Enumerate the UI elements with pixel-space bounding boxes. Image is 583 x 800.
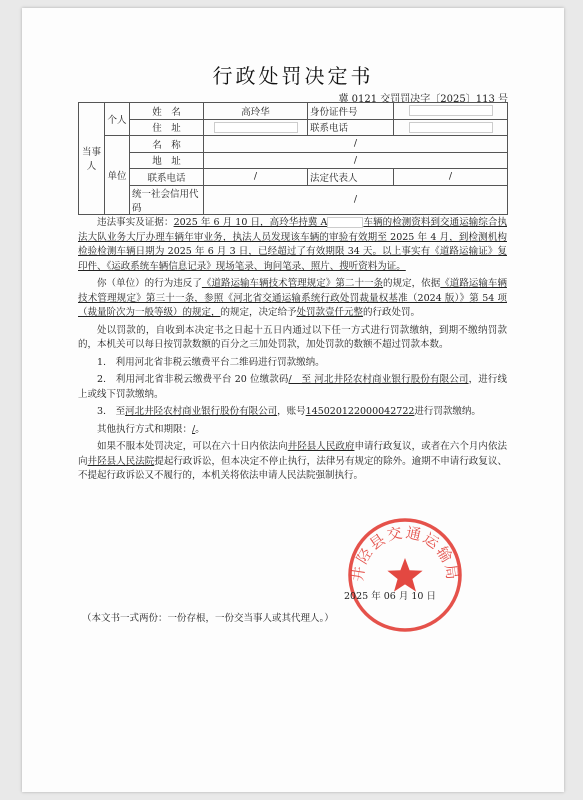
payment-instructions-paragraph: 处以罚款的，自收到本决定书之日起十五日内通过以下任一方式进行罚款缴纳，到期不缴纳罚款的，本机关可以每日按罚款数额的百分之三加处罚款，加处罚款的数额不超过罚款本数。 xyxy=(78,324,507,350)
credit-code-label: 统一社会信用代码 xyxy=(130,185,204,214)
violation-facts-paragraph: 违法事实及证据：2025 年 6 月 10 日，高玲华持冀 A 车辆的检测资料到交通运输综合执法大队业务大厅办理车辆年审业务，执法人员发现该车辆的审验有效期至 2025 年 4 月，到检测机构检验检测车辆日期为 2025 年 6 月 3 日，已经超过了有效期限 34 天。以上事实有《道路运输证》复印件、《运政系统车辆信息记录》现场笔录、询问笔录、照片、搜听资料为证。 xyxy=(78,217,507,272)
party-label: 当事人 xyxy=(79,103,105,215)
seal-star-icon xyxy=(387,558,422,592)
unit-address-label: 地 址 xyxy=(130,152,204,169)
redaction-box xyxy=(409,105,493,116)
legal-rep-value: / xyxy=(394,169,508,186)
unit-name-label: 名 称 xyxy=(130,136,204,153)
id-label: 身份证件号 xyxy=(308,103,394,120)
document-title: 行政处罚决定书 xyxy=(212,64,374,88)
address-value xyxy=(204,119,308,136)
legal-basis-paragraph: 你（单位）的行为违反了《道路运输车辆技术管理规定》第二十一条的规定，依据《道路运输车辆技术管理规定》第三十一条，参照《河北省交通运输系统行政处罚裁量权基准（2024 版）》第 54 项（裁量阶次为一般等级）的规定，的规定，决定给予处罚款壹仟元整的行政处罚。 xyxy=(78,278,507,318)
unit-label: 单位 xyxy=(105,136,130,215)
payment-method-1: 1. 利用河北省非税云缴费平台二维码进行罚款缴纳。 xyxy=(97,356,325,368)
party-info-table xyxy=(78,102,508,215)
unit-phone-value: / xyxy=(204,169,308,186)
official-seal xyxy=(344,514,466,636)
document-page xyxy=(22,8,564,792)
redaction-box xyxy=(327,217,363,228)
document-number: 冀 0121 交罚罚决字〔2025〕113 号 xyxy=(338,94,508,105)
redaction-box xyxy=(214,122,298,133)
individual-label: 个人 xyxy=(105,103,130,136)
name-label: 姓 名 xyxy=(130,103,204,120)
phone-value xyxy=(394,119,508,136)
phone-label: 联系电话 xyxy=(308,119,394,136)
issue-date: 2025 年 06 月 10 日 xyxy=(344,591,436,602)
legal-rep-label: 法定代表人 xyxy=(308,169,394,186)
other-execution-paragraph: 其他执行方式和期限：/。 xyxy=(97,423,205,435)
name-value: 高玲华 xyxy=(204,103,308,120)
payment-method-2: 2. 利用河北省非税云缴费平台 20 位缴款码/ 至 河北井陉农村商业银行股份有限公司，进行线上或线下罚款缴纳。 xyxy=(78,374,507,400)
address-label: 住 址 xyxy=(130,119,204,136)
unit-address-value: / xyxy=(204,152,508,169)
payment-method-3: 3. 至河北井陉农村商业银行股份有限公司，账号145020122000042722进行罚款缴纳。 xyxy=(97,406,481,417)
decision-body xyxy=(78,216,507,484)
unit-phone-label: 联系电话 xyxy=(130,169,204,186)
unit-name-value: / xyxy=(204,136,508,153)
appeal-rights-paragraph: 如果不服本处罚决定，可以在六十日内依法向井陉县人民政府申请行政复议，或者在六个月内依法向井陉县人民法院提起行政诉讼，但本决定不停止执行，法律另有规定的除外。逾期不申请行政复议、不提起行政诉讼又不履行的，本机关将依法申请人民法院强制执行。 xyxy=(78,441,507,481)
id-value xyxy=(394,103,508,120)
footnote: （本文书一式两份：一份存根，一份交当事人或其代理人。） xyxy=(82,613,334,624)
credit-code-value: / xyxy=(204,185,508,214)
redaction-box xyxy=(409,122,493,133)
svg-text:井陉县交通运输局: 井陉县交通运输局 xyxy=(348,523,462,583)
